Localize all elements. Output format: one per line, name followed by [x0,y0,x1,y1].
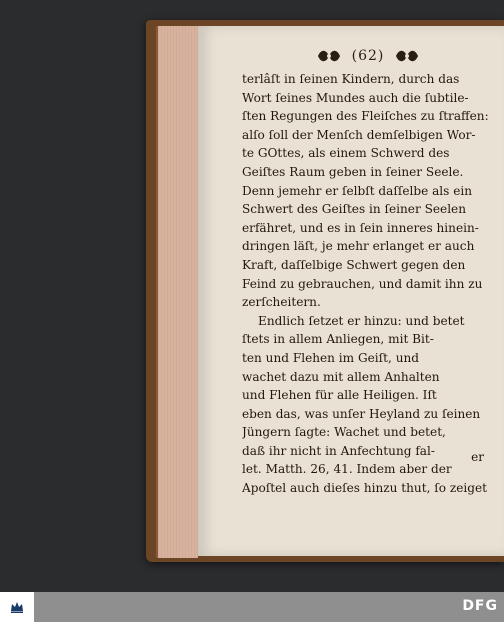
text-line: Schwert des Geiſtes in ſeiner Seelen [242,202,467,217]
text-line: te GOttes, als einem Schwerd des [242,146,450,161]
text-line: eben das, was unſer Heyland zu ſeinen [242,406,481,421]
text-line: Kraft, daſſelbige Schwert gegen den [242,257,466,272]
text-line: ſten Regungen des Fleiſches zu ſtraffen: [242,109,489,124]
text-line: Wort ſeines Mundes auch die ſubtile- [242,90,469,105]
text-line: wachet dazu mit allem Anhalten [242,369,440,384]
text-line: Denn jemehr er ſelbſt daſſelbe als ein [242,183,473,198]
book-page [198,26,504,556]
text-line: daß ihr nicht in Anfechtung fal- [242,443,435,458]
text-line: zerſcheitern. [242,295,321,310]
footer-bar [0,592,504,622]
text-line: Jüngern ſagte: Wachet und betet, [242,425,446,440]
text-line: let. Matth. 26, 41. Indem aber der [242,462,452,477]
page-number: (62) [351,48,385,64]
page-header [298,44,438,68]
text-line: erfähret, und es in ſein inneres hinein- [242,220,479,235]
text-line: Geiſtes Raum geben in ſeiner Seele. [242,164,464,179]
dfg-logo[interactable]: DFG [462,598,498,614]
ornament-left-icon [316,48,342,64]
text-line: alſo ſoll der Menſch demſelbigen Wor- [242,127,476,142]
text-line: und Flehen für alle Heiligen. Iſt [242,388,437,403]
page-text [242,70,490,498]
text-line: ten und Flehen im Geiſt, und [242,350,420,365]
crown-logo-icon [10,600,24,614]
text-line: terlâſt in ſeinen Kindern, durch das [242,72,460,86]
text-line: Feind zu gebrauchen, und damit ihn zu [242,276,483,291]
page-edges [156,26,198,558]
catchword: er [471,450,484,464]
library-logo[interactable] [0,592,34,622]
ornament-right-icon [394,48,420,64]
text-line: dringen läſt, je mehr erlanget er auch [242,239,475,254]
text-line: ſtets in allem Anliegen, mit Bit- [242,332,434,347]
text-line: Endlich ſetzet er hinzu: und betet [258,313,465,328]
text-line: Apoſtel auch dieſes hinzu thut, ſo zeiget [242,481,488,496]
